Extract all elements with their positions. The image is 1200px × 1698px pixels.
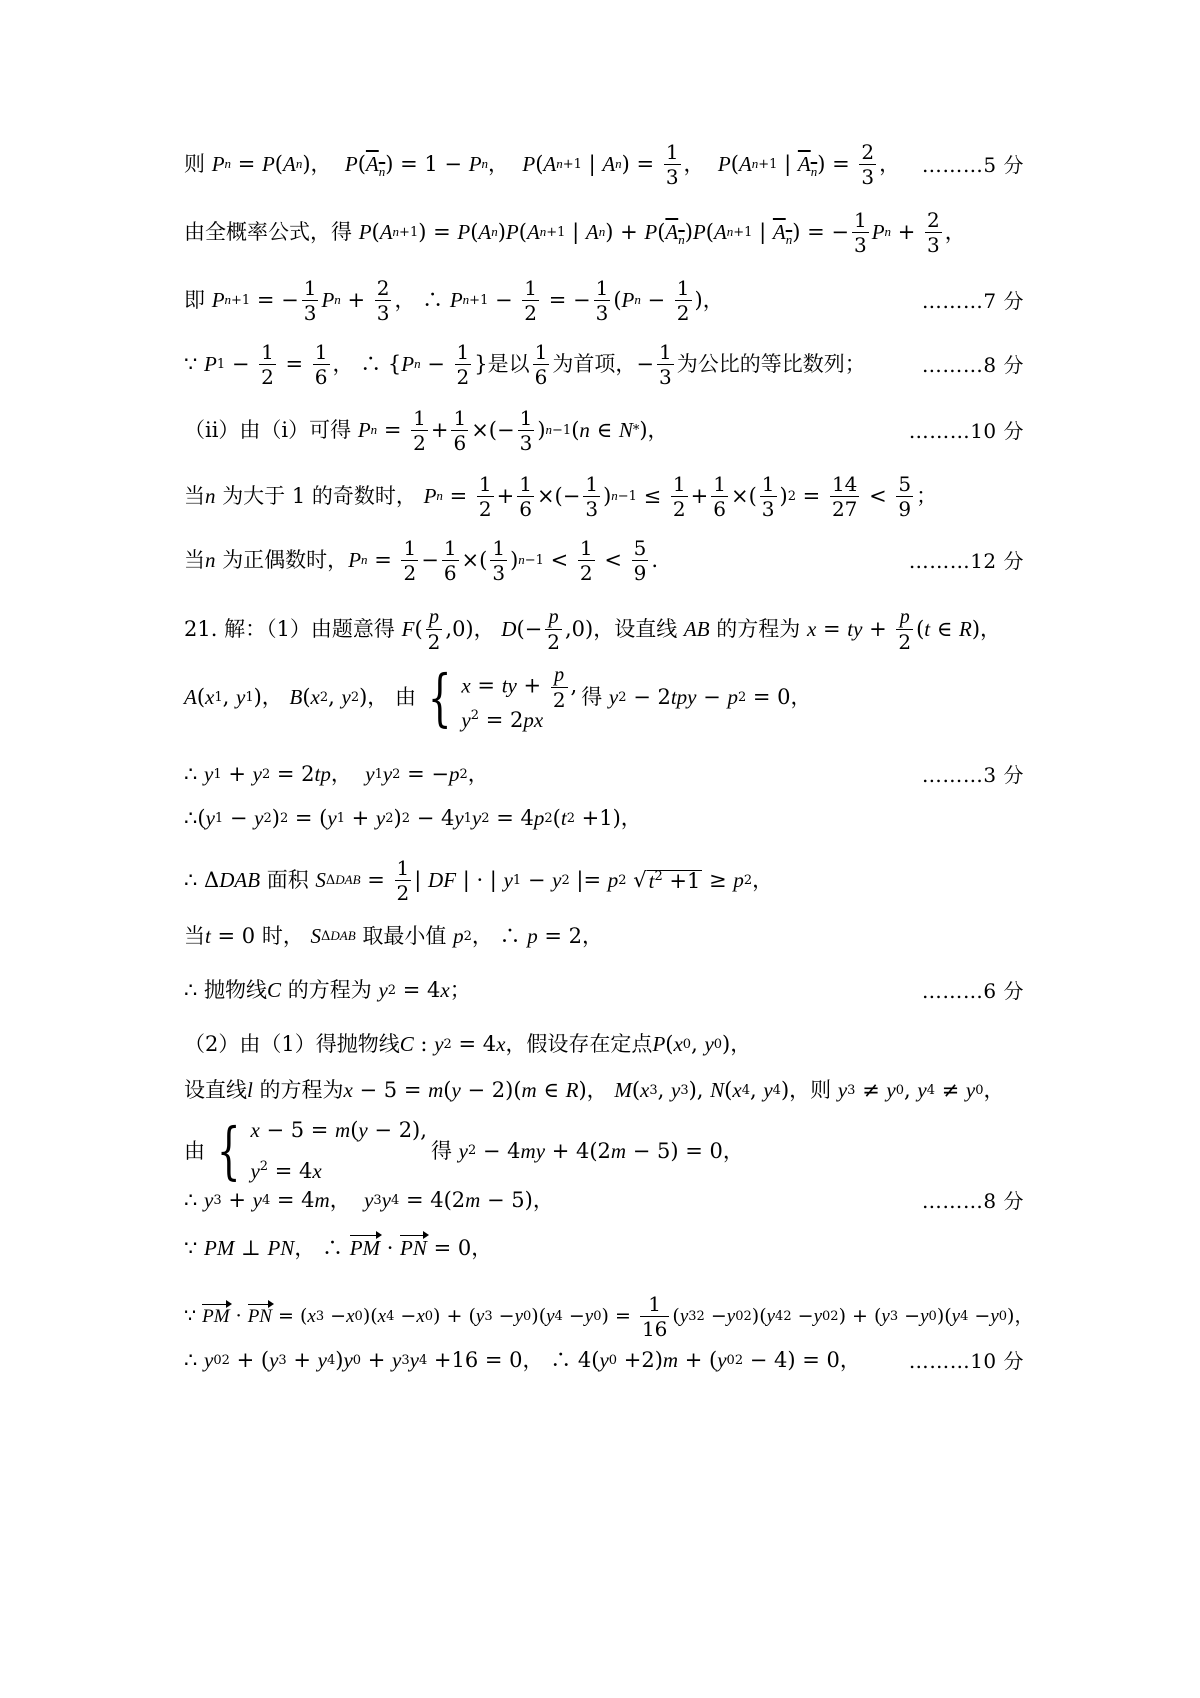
text-de-1: 得 — [581, 685, 603, 709]
text-zheng-ou: 为正偶数时， — [222, 548, 349, 572]
text-qu-zuixiao: 取最小值 — [362, 924, 447, 948]
line-11: ∴( y 1 − y 2 ) 2 = ( y 1 + y 2 ) 2 − 4 y 1 y 2 = 4 p 2 ( t 2 +1)， — [184, 806, 642, 830]
line-15: （2）由（1）得抛物线 C : y 2 = 4 x ，假设存在定点 P ( x 0 , y 0 )， — [184, 1032, 752, 1056]
text-dang-1: 当 — [184, 484, 205, 508]
text-de-fangchengwei: 的方程为 — [287, 978, 372, 1002]
score-7: ………7 分 — [921, 288, 1024, 313]
score-10a: ………10 分 — [908, 418, 1024, 443]
text-de-2: 得 — [430, 1138, 452, 1163]
score-10b: ………10 分 — [908, 1348, 1024, 1373]
line-6: 当 n 为大于 1 的奇数时， P n = $\frac{1}{2}$ + $\frac{1}{6}$ ×(− $\frac{1}{3}$ ) n−1 ≤ $\frac{1}{2}$ + $\frac{1}{6}$ ×( $\frac{1}{3}$ ) 2 = $\frac{14}{27}$ < $\frac{5}{9}$ ； — [184, 472, 938, 521]
text-you-2: 由 — [184, 1138, 205, 1163]
text-q21: 21. 解：（1）由题意得 — [184, 616, 395, 641]
text-ii-you: （ii）由（i）可得 — [184, 418, 352, 442]
equation-system-2: { x − 5 = m(y − 2), $y^2 = 4x$ — [216, 1114, 427, 1187]
text-dang-2: 当 — [184, 548, 205, 572]
line-4: ∵ P 1 − $\frac{1}{2}$ = $\frac{1}{6}$ ， ∴ { P n − $\frac{1}{2}$ } 是以 $\frac{1}{6}$ 为首项， − $\frac{1}{3}$ 为公比的等比数列； ………8 分 — [184, 340, 1024, 389]
line-10: ∴ y 1 + y 2 = 2 tp ， y 1 y 2 = − p 2 ， ………3 分 — [184, 762, 1024, 787]
text-shouxiang: 为首项， — [552, 352, 637, 376]
line-3: 即 P n+1 = − $\frac{1}{3}$ P n + $\frac{2}{3}$ ， ∴ P n+1 − $\frac{1}{2}$ = − $\frac{1}{3}$ ( P n − $\frac{1}{2}$ )， ………7 分 — [184, 276, 1024, 325]
line-14: ∴ 抛物线 C 的方程为 y 2 = 4 x ； ………6 分 — [184, 978, 1024, 1003]
score-8a: ………8 分 — [921, 352, 1024, 377]
score-3: ………3 分 — [921, 762, 1024, 787]
score-8b: ………8 分 — [921, 1188, 1024, 1213]
line-16: 设直线 l 的方程为 x − 5 = m ( y − 2)( m ∈ R )， M ( x 3 , y 3 ), N ( x 4 , y 4 ) ，则 y 3 ≠ y 0 , y 4 ≠ y 0 ， — [184, 1078, 1005, 1102]
score-6: ………6 分 — [921, 978, 1024, 1003]
line-12: ∴ Δ DAB 面积 S ΔDAB = $\frac{1}{2}$ | DF | · | y 1 − y 2 |= p 2 √ $t^2 +1$ ≥ p 2 ， — [184, 856, 774, 905]
line-18: ∴ y 3 + y 4 = 4 m ， y 3 y 4 = 4(2 m − 5)， ………8 分 — [184, 1188, 1024, 1213]
line-21: ∴ y 0 2 + ( y 3 + y 4 ) y 0 + y 3 y 4 +16 = 0， ∴ 4( y 0 +2) m + ( y 0 2 − 4) = 0， ………10 分 — [184, 1348, 1024, 1373]
line-19: ∵ PM ⊥ PN ， ∴ PM · PN = 0， — [184, 1236, 493, 1260]
equation-system-1: { x = ty + $\frac{p}{2}$ , $y^2 = 2px$ — [427, 660, 578, 734]
text-gongbi: 为公比的等比数列； — [676, 352, 866, 376]
text-ze2: ，则 — [789, 1078, 832, 1102]
text-part2: （2）由（1）得抛物线 — [184, 1032, 400, 1056]
line-2: 由全概率公式，得 P ( A n+1 ) = P ( A n ) P ( A n+1 | A n ) + P ( $A_n$ ) P ( A n+1 | $A_n$ ) = − $\frac{1}{3}$ P n + $\frac{2}{3}$ ， — [184, 208, 966, 257]
line-20: ∵ PM · PN = ( x 3 − x 0 )( x 4 − x 0 ) + ( y 3 − y 0 )( y 4 − y 0 ) = $\frac{1}{16}$ ( y 3 2 − y 0 2 )( y 4 2 − y 0 2 ) + ( y 3 − y 0 )( y 4 − y 0 )， — [184, 1292, 1034, 1341]
line-7: 当 n 为正偶数时， P n = $\frac{1}{2}$ − $\frac{1}{6}$ ×( $\frac{1}{3}$ ) n−1 < $\frac{1}{2}$ < $\frac{5}{9}$ . ………12 分 — [184, 536, 1024, 585]
line-9: A ( x 1 , y 1 )， B ( x 2 , y 2 )， 由 { x = ty + $\frac{p}{2}$ , $y^2 = 2px$ 得 y 2 − 2 tpy − p 2 = 0， — [184, 660, 812, 734]
line-1: 则 P n = P ( A n )， P ( $A_n$ ) = 1 − P n ， P ( A n+1 | A n ) = $\frac{1}{3}$ ， P ( A n+1 | $A_n$ ) = $\frac{2}{3}$ ， ………5 分 — [184, 140, 1024, 189]
line-13: 当 t = 0 时， S ΔDAB 取最小值 p 2 ， ∴ p = 2， — [184, 924, 604, 948]
text-shiyi: 是以 — [487, 352, 530, 376]
text-shezhixian-l: 设直线 — [184, 1078, 247, 1102]
line-5: （ii）由（i）可得 P n = $\frac{1}{2}$ + $\frac{1}{6}$ ×(− $\frac{1}{3}$ ) n−1 ( n ∈ N * )， ………10 分 — [184, 406, 1024, 455]
line-8: 21. 解：（1）由题意得 F ( $\frac{p}{2}$ ,0)， D (− $\frac{p}{2}$ ,0) ，设直线 AB 的方程为 x = ty + $\frac{p}{2}$ ( t ∈ R )， — [184, 606, 1002, 654]
text-mianji: 面积 — [266, 868, 309, 892]
line-17: 由 { x − 5 = m(y − 2), $y^2 = 4x$ 得 y 2 − 4 my + 4(2 m − 5) = 0， — [184, 1114, 744, 1187]
score-5: ………5 分 — [921, 152, 1024, 177]
text-paowuxian: 抛物线 — [204, 978, 268, 1002]
text-de-fangcheng: 的方程为 — [716, 616, 801, 641]
text-quangailv: 由全概率公式，得 — [184, 220, 352, 244]
text-dang-t0: 时， — [261, 924, 304, 948]
text-ze: 则 — [184, 152, 205, 176]
text-dang-3: 当 — [184, 924, 205, 948]
text-jiashe: ，假设存在定点 — [505, 1032, 653, 1056]
text-ji: 即 — [184, 288, 205, 312]
text-shezhixian-ab: ，设直线 — [593, 616, 678, 641]
score-12: ………12 分 — [908, 548, 1024, 573]
text-you-1: 由 — [394, 685, 416, 709]
text-de-fangchengwei-2: 的方程为 — [259, 1078, 344, 1102]
text-dayu1-ji: 为大于 1 的奇数时， — [222, 484, 417, 508]
